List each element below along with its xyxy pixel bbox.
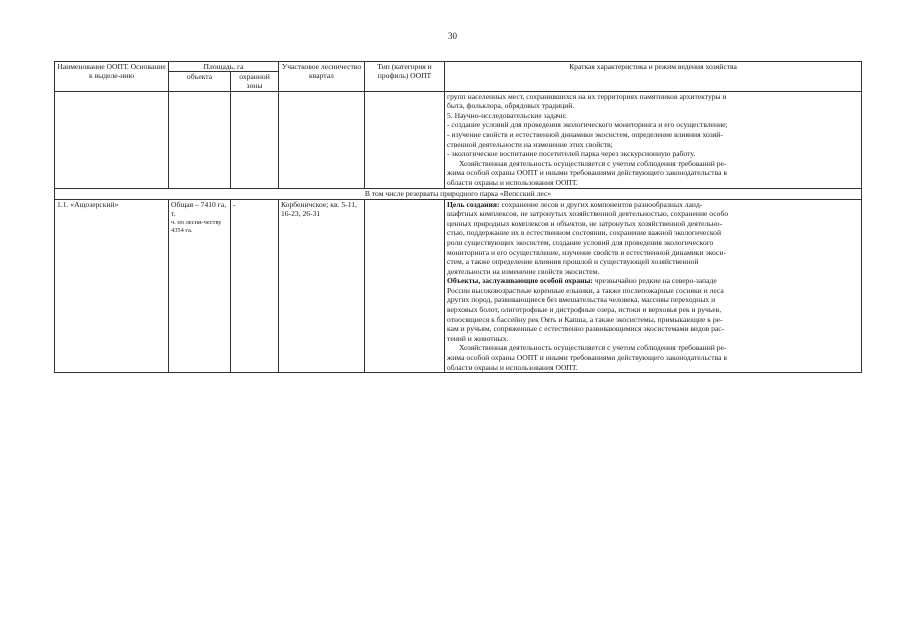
protected-areas-table (54, 61, 862, 373)
text-line: кам и ручьям, сопряженные с естественно развивающимися экосистемами видов рас- (447, 324, 725, 334)
cell-empty (231, 91, 279, 188)
text-line: групп населенных мест, сохранившихся на их территориях памятников архитектуры и (447, 91, 727, 101)
objects-first-line (447, 276, 859, 286)
text-line: быта, фольклора, обрядовых традиций. (447, 101, 575, 111)
section-title: В том числе резерваты природного парка «Вепсский лес» (55, 188, 862, 199)
text-line: области охраны и использования ООПТ. (447, 177, 578, 187)
text-line: стью, поддержание их в естественном состоянии, сохранение важной экологической (447, 228, 722, 238)
cell-empty (365, 91, 445, 188)
continued-row (55, 91, 862, 188)
text-line: - изучение свойств и естественной динамики экосистем, определение влияния хозяй- (447, 129, 723, 139)
header-name: Наименование ООПТ. Основание к выделе-нию (55, 62, 169, 92)
header-forestry: Участковое лесничество квартал (279, 62, 365, 92)
text-line: России высоковозрастные коренные ельники, а также послепожарные сосняки и леса (447, 285, 724, 295)
reserve-name: 1.1. «Ащозерский» (55, 199, 169, 373)
goal-first-line (447, 200, 859, 210)
page-number: 30 (448, 31, 457, 41)
text-line: чрезвычайно редкие на северо-западе (592, 276, 717, 286)
reserve-forestry: Корбеничское; кв. 5-11, 16-23, 26-31 (279, 199, 365, 373)
text-line: - экологическое воспитание посетителей парка через экскурсионную работу. (447, 149, 696, 159)
header-row-1 (55, 62, 862, 72)
text-line: других пород, развивающиеся без вмешательства человека, массивы переходных и (447, 295, 716, 305)
text-line: области охраны и использования ООПТ. (447, 362, 578, 372)
reserve-area-buffer: - (231, 199, 279, 373)
continued-description (445, 91, 862, 188)
goal-label: Цель создания: (447, 199, 500, 209)
text-line: ственной деятельности на изменение этих свойств; (447, 139, 613, 149)
text-line: мониторинга и его осуществление, изучение свойств и естественной динамики экоси- (447, 247, 726, 257)
text-line: тений и животных. (447, 333, 509, 343)
text-line: жима особой охраны ООПТ и иными требованиями действующего законодательства в (447, 168, 727, 178)
text-line: относящиеся к бассейну рек Оять и Капша, а также экосистемы, примыкающие к ре- (447, 314, 723, 324)
reserve-description (445, 199, 862, 373)
text-line: сохранение лесов и других компонентов разнообразных ланд- (499, 199, 703, 209)
header-description: Краткая характеристика и режим ведения хозяйства (445, 62, 862, 92)
text-line: шафтных комплексов, не затронутых хозяйственной деятельностью, сохранение особо (447, 209, 729, 219)
header-area-group: Площадь, га (169, 62, 279, 72)
area-object-note: ч. по лесни-честву 4354 га. (171, 218, 222, 234)
cell-empty (55, 91, 169, 188)
text-line: Хозяйственная деятельность осуществляется с учетом соблюдения требований ре- (459, 158, 727, 168)
reserve-area-object (169, 199, 231, 373)
objects-label: Объекты, заслуживающие особой охраны: (447, 276, 593, 286)
text-line: - создание условий для проведения экологического мониторинга и его осуществление; (447, 120, 728, 130)
text-line: деятельности на изменение свойств экосистем. (447, 266, 600, 276)
header-area-object: объекта (169, 72, 231, 91)
text-line: стем, а также определение влияния прошлой и существующей хозяйственной (447, 257, 699, 267)
header-type: Тип (категория и профиль) ООПТ (365, 62, 445, 92)
text-line: роли существующих экосистем, создание условий для проведения экологического (447, 237, 714, 247)
text-line: жима особой охраны ООПТ и иными требованиями действующего законодательства в (447, 353, 727, 363)
area-object-main: Общая – 7410 га, т. (171, 199, 227, 219)
cell-empty (169, 91, 231, 188)
section-row (55, 188, 862, 199)
text-line: Хозяйственная деятельность осуществляется с учетом соблюдения требований ре- (459, 343, 727, 353)
text-line: 5. Научно-исследовательские задачи: (447, 110, 567, 120)
header-area-buffer: охранной зоны (231, 72, 279, 91)
cell-empty (279, 91, 365, 188)
text-line: ценных природных комплексов и объектов, не затронутых хозяйственной деятельно- (447, 218, 723, 228)
reserve-row (55, 199, 862, 373)
text-line: верховых болот, олиготрофные и дистрофные озера, истоки и верховья рек и ручьев, (447, 305, 722, 315)
reserve-type (365, 199, 445, 373)
